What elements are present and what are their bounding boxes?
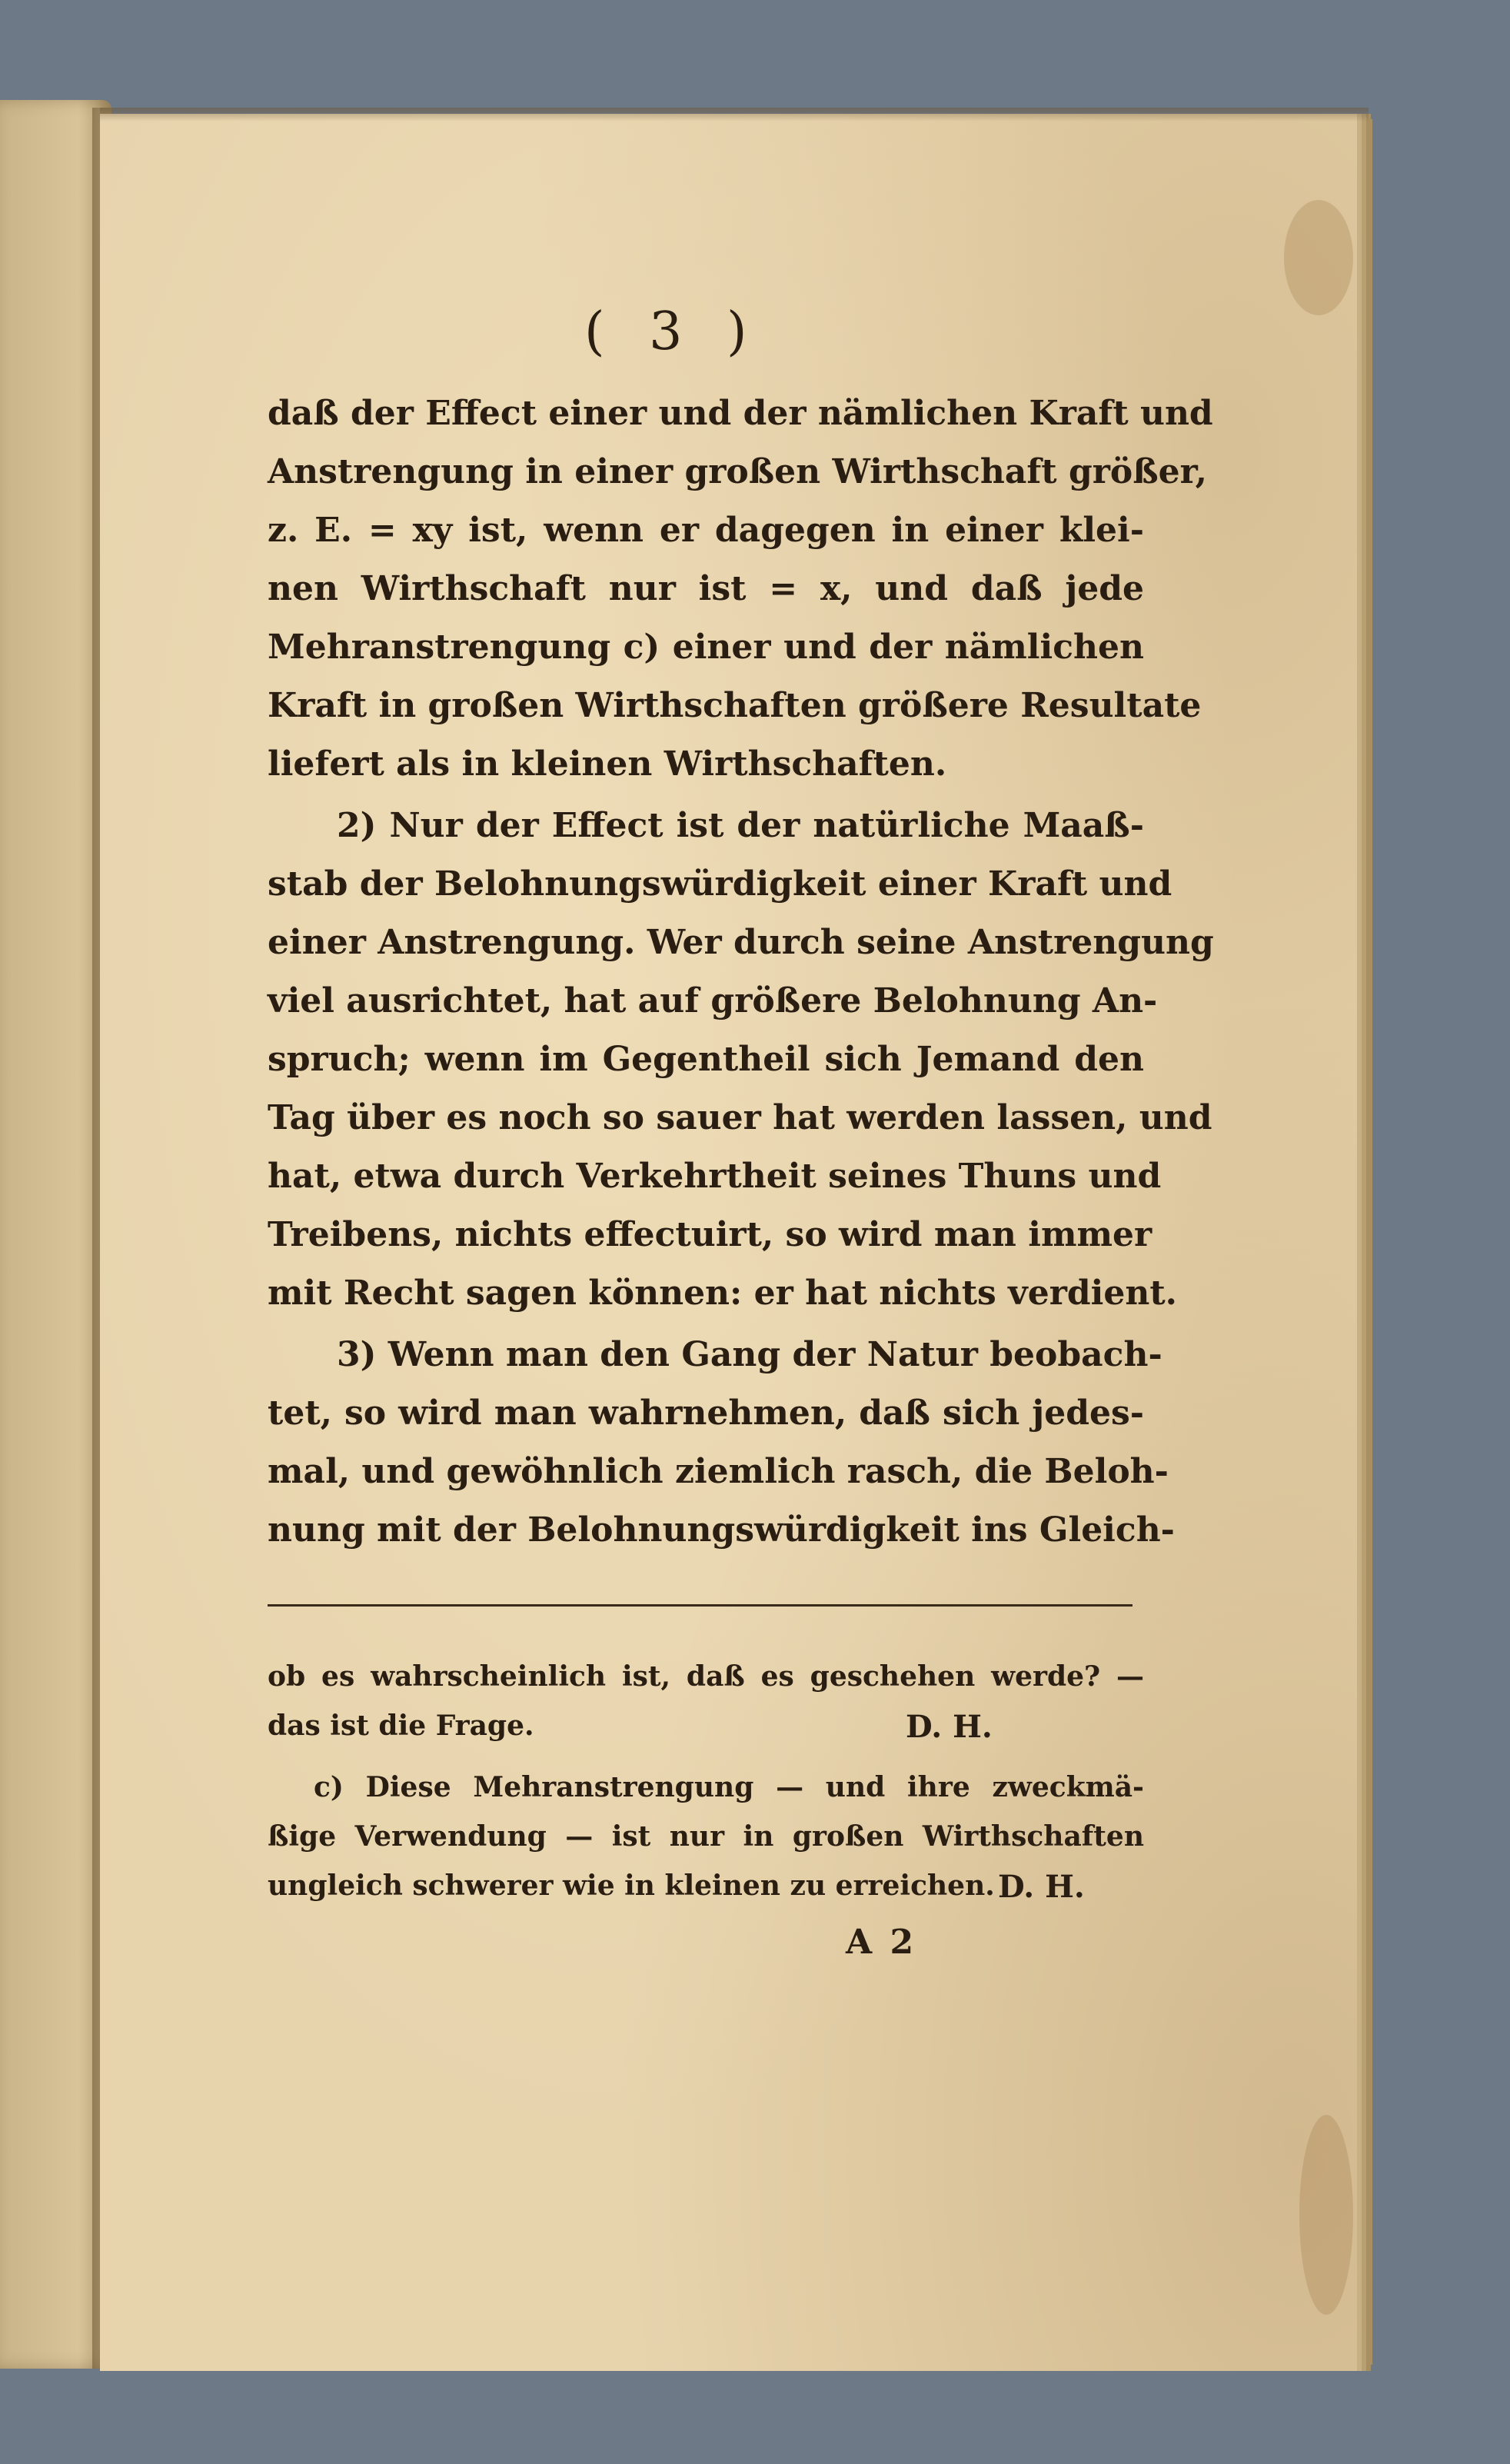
footnote-line: ob es wahrscheinlich ist, daß es geschehen werde? —	[268, 1660, 1144, 1693]
text-line: nung mit der Belohnungswürdigkeit ins Gleich-	[268, 1510, 1175, 1550]
text-line: einer Anstrengung. Wer durch seine Anstrengung	[268, 923, 1214, 962]
text-line: liefert als in kleinen Wirthschaften.	[268, 744, 947, 784]
text-line: mit Recht sagen können: er hat nichts verdient.	[268, 1274, 1177, 1313]
footnote-divider	[268, 1604, 1132, 1607]
text-line: 3) Wenn man den Gang der Natur beobach-	[337, 1335, 1162, 1374]
footnote-line: ßige Verwendung — ist nur in großen Wirthschaften	[268, 1820, 1144, 1853]
footnote-signature: D. H.	[998, 1869, 1085, 1905]
footnote-line: ungleich schwerer wie in kleinen zu erreichen.	[268, 1870, 995, 1902]
text-line: Kraft in großen Wirthschaften größere Resultate	[268, 686, 1202, 725]
text-line: daß der Effect einer und der nämlichen Kraft und	[268, 394, 1213, 433]
footnote-line: das ist die Frage.	[268, 1710, 534, 1742]
text-line: Treibens, nichts effectuirt, so wird man immer	[268, 1215, 1152, 1254]
text-line: Mehranstrengung c) einer und der nämlichen	[268, 628, 1144, 667]
text-line: z. E. = xy ist, wenn er dagegen in einer klei-	[268, 511, 1144, 550]
text-line: tet, so wird man wahrnehmen, daß sich jedes-	[268, 1393, 1144, 1433]
text-line: mal, und gewöhnlich ziemlich rasch, die Beloh-	[268, 1452, 1169, 1491]
text-line: 2) Nur der Effect ist der natürliche Maaß-	[337, 806, 1144, 845]
text-line: Tag über es noch so sauer hat werden lassen, und	[268, 1098, 1212, 1137]
footnote-signature: D. H.	[906, 1709, 993, 1745]
paper-stain	[1299, 2115, 1353, 2315]
page-number: ( 3 )	[584, 301, 761, 362]
text-line: Anstrengung in einer großen Wirthschaft größer,	[268, 452, 1207, 491]
text-line: spruch; wenn im Gegentheil sich Jemand den	[268, 1040, 1144, 1079]
text-line: stab der Belohnungswürdigkeit einer Kraft und	[268, 864, 1172, 904]
text-line: viel ausrichtet, hat auf größere Belohnung An-	[268, 981, 1158, 1021]
footnote-line: c) Diese Mehranstrengung — und ihre zweckmä-	[314, 1771, 1144, 1803]
text-line: hat, etwa durch Verkehrtheit seines Thuns und	[268, 1157, 1162, 1196]
printer-signature-mark: A 2	[846, 1923, 917, 1962]
paper-stain	[1284, 200, 1353, 315]
page-top-shadow	[100, 108, 1369, 122]
text-line: nen Wirthschaft nur ist = x, und daß jede	[268, 569, 1144, 608]
